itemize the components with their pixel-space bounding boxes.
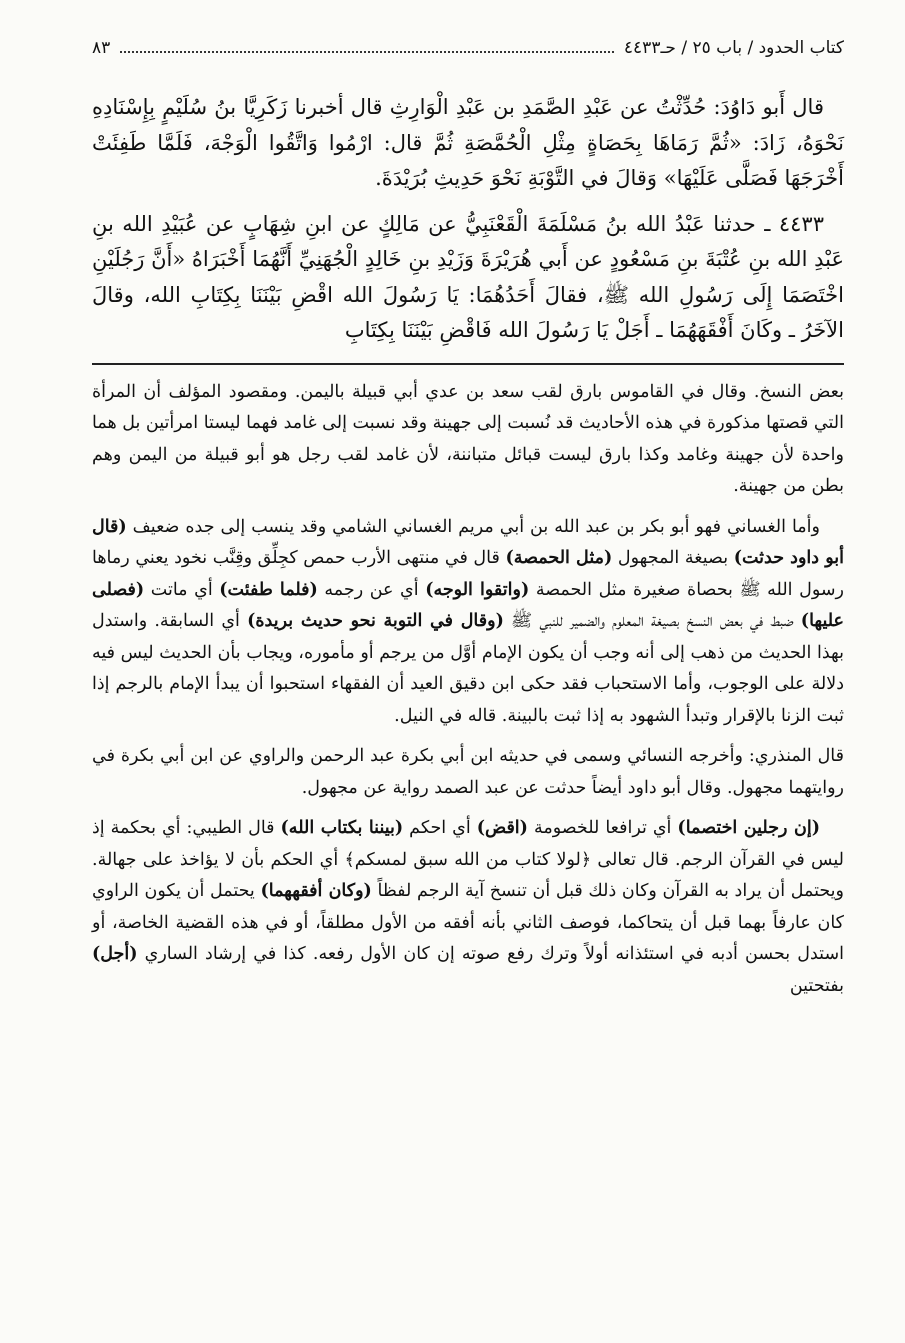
commentary	[92, 377, 844, 1003]
quoted-phrase: (وقال في التوبة نحو حديث بريدة)	[247, 611, 504, 631]
quoted-phrase: (قال أبو داود حدثت)	[92, 516, 844, 568]
running-header	[92, 38, 844, 68]
hadith-paragraph-2: ٤٤٣٣ ـ حدثنا عَبْدُ الله بنُ مَسْلَمَةَ الْقَعْنَبِيُّ عن مَالِكٍ عن ابنِ شِهَابٍ عن عُبَيْدِ الله بنِ عَبْدِ الله بنِ عُتْبَةَ بنِ مَسْعُودٍ عن أَبي هُرَيْرَةَ وَزَيْدِ بنِ خَالِدٍ الْجُهَنِيِّ أَنَّهُمَا أَخْبَرَاهُ «أَنَّ رَجُلَيْنِ اخْتَصَمَا إِلَى رَسُولِ الله ﷺ، فقالَ أَحَدُهُمَا: يَا رَسُولَ الله اقْضِ بَيْنَنَا بِكِتَابِ الله، وقالَ الآخَرُ ـ وكَانَ أَفْقَهَهُمَا ـ أَجَلْ يَا رَسُولَ الله فَاقْضِ بَيْنَنَا بِكِتَابِ	[92, 211, 844, 342]
quoted-phrase: (مثل الحمصة)	[505, 548, 613, 568]
footnote-divider	[92, 363, 844, 365]
commentary-paragraph-1: بعض النسخ. وقال في القاموس بارق لقب سعد بن عدي أبي قبيلة باليمن. ومقصود المؤلف أن المرأة التي قصتها مذكورة في هذه الأحاديث قد نُسبت إلى جهينة وقد نسبت إلى غامد فهما ليستا امرأتين بل هما واحدة لأن جهينة وغامد وكذا بارق ليست قبائل متباننة، لأن غامد لقب رجل هو أبو قبيلة من اليمن وهم بطن من جهينة.	[92, 381, 844, 496]
quoted-phrase: (فلما طفئت)	[219, 579, 318, 600]
quoted-phrase: (وكان أفقههما)	[260, 881, 372, 901]
commentary-paragraph-4: (إن رجلين اختصما) أي ترافعا للخصومة (اقض) أي احكم (بيننا بكتاب الله) قال الطيبي: أي بحكمة إذ ليس في القرآن الرجم. قال تعالى ﴿لولا كتاب من الله سبق لمسكم﴾ أي الحكم بأن لا يؤاخذ على جهالة. ويحتمل أن يراد به القرآن وكان ذلك قبل أن تنسخ آية الرجم لفظاً (وكان أفقههما) يحتمل أن يكون الراوي كان عارفاً بهما قبل أن يتحاكما، فوصف الثاني بأنه أفقه من الأول مطلقاً، أو في هذه القضية الخاصة، أو استدل بحسن أدبه في استئذانه أولاً وترك رفع صوته إن كان الأول رفعه. كذا في إرشاد الساري (أجل) بفتحتين	[92, 818, 844, 996]
hadith-paragraph-1: قال أَبو دَاوُدَ: حُدِّثْتُ عن عَبْدِ الصَّمَدِ بن عَبْدِ الْوَارِثِ قال أخبرنا زَكَرِيَّا بنُ سُلَيْمٍ بِإِسْنَادِهِ نَحْوَهُ، زَادَ: «ثُمَّ رَمَاهَا بِحَصَاةٍ مِثْلِ الْحُمَّصَةِ ثُمَّ قال: ارْمُوا وَاتَّقُوا الْوَجْهَ، فَلَمَّا طَفِئَتْ أَخْرَجَهَا فَصَلَّى عَلَيْهَا» وَقالَ في التَّوْبَةِ نَحْوَ حَدِيثِ بُرَيْدَةَ.	[92, 95, 844, 190]
page	[92, 38, 844, 1011]
quoted-phrase: (فصلى عليها)	[92, 579, 844, 631]
hadith-text	[92, 90, 844, 349]
quoted-phrase: (إن رجلين اختصما)	[677, 818, 820, 838]
quoted-phrase: (أجل)	[92, 944, 138, 964]
header-leader-dots	[120, 51, 614, 53]
quoted-phrase: (واتقوا الوجه)	[425, 579, 530, 600]
commentary-paragraph-3: قال المنذري: وأخرجه النسائي وسمى في حديثه ابن أبي بكرة عبد الرحمن والراوي عن ابن أبي بكرة في روايتهما مجهول. وقال أبو داود أيضاً حدثت عن عبد الصمد رواية عن مجهول.	[92, 746, 844, 798]
commentary-paragraph-2: وأما الغساني فهو أبو بكر بن عبد الله بن أبي مريم الغساني الشامي وقد ينسب إلى جده ضعيف (قال أبو داود حدثت) بصيغة المجهول (مثل الحمصة) قال في منتهى الأرب حمص كجِلِّق وقِنَّب نخود يعني رماها رسول الله ﷺ بحصاة صغيرة مثل الحمصة (واتقوا الوجه) أي عن رجمه (فلما طفئت) أي ماتت (فصلى عليها) ضبط في بعض النسخ بصيغة المعلوم والضمير للنبي ﷺ (وقال في التوبة نحو حديث بريدة) أي السابقة. واستدل بهذا الحديث من ذهب إلى أنه وجب أن يكون الإمام أوَّل من يرجم أو مأموره، ويجاب بأن الحديث ليس فيه دلالة على الوجوب، وأما الاستحباب فقد حكى ابن دقيق العيد أن الفقهاء استحبوا أن يبدأ الإمام بالرجم إذا ثبت الزنا بالإقرار وتبدأ الشهود به إذا ثبت بالبينة. قاله في النيل.	[92, 516, 844, 726]
quoted-phrase: (بيننا بكتاب الله)	[280, 818, 404, 838]
quoted-phrase: (اقض)	[476, 818, 528, 838]
page-number: ٨٣	[92, 38, 111, 58]
header-title: كتاب الحدود / باب ٢٥ / حـ٤٤٣٣	[623, 38, 844, 58]
